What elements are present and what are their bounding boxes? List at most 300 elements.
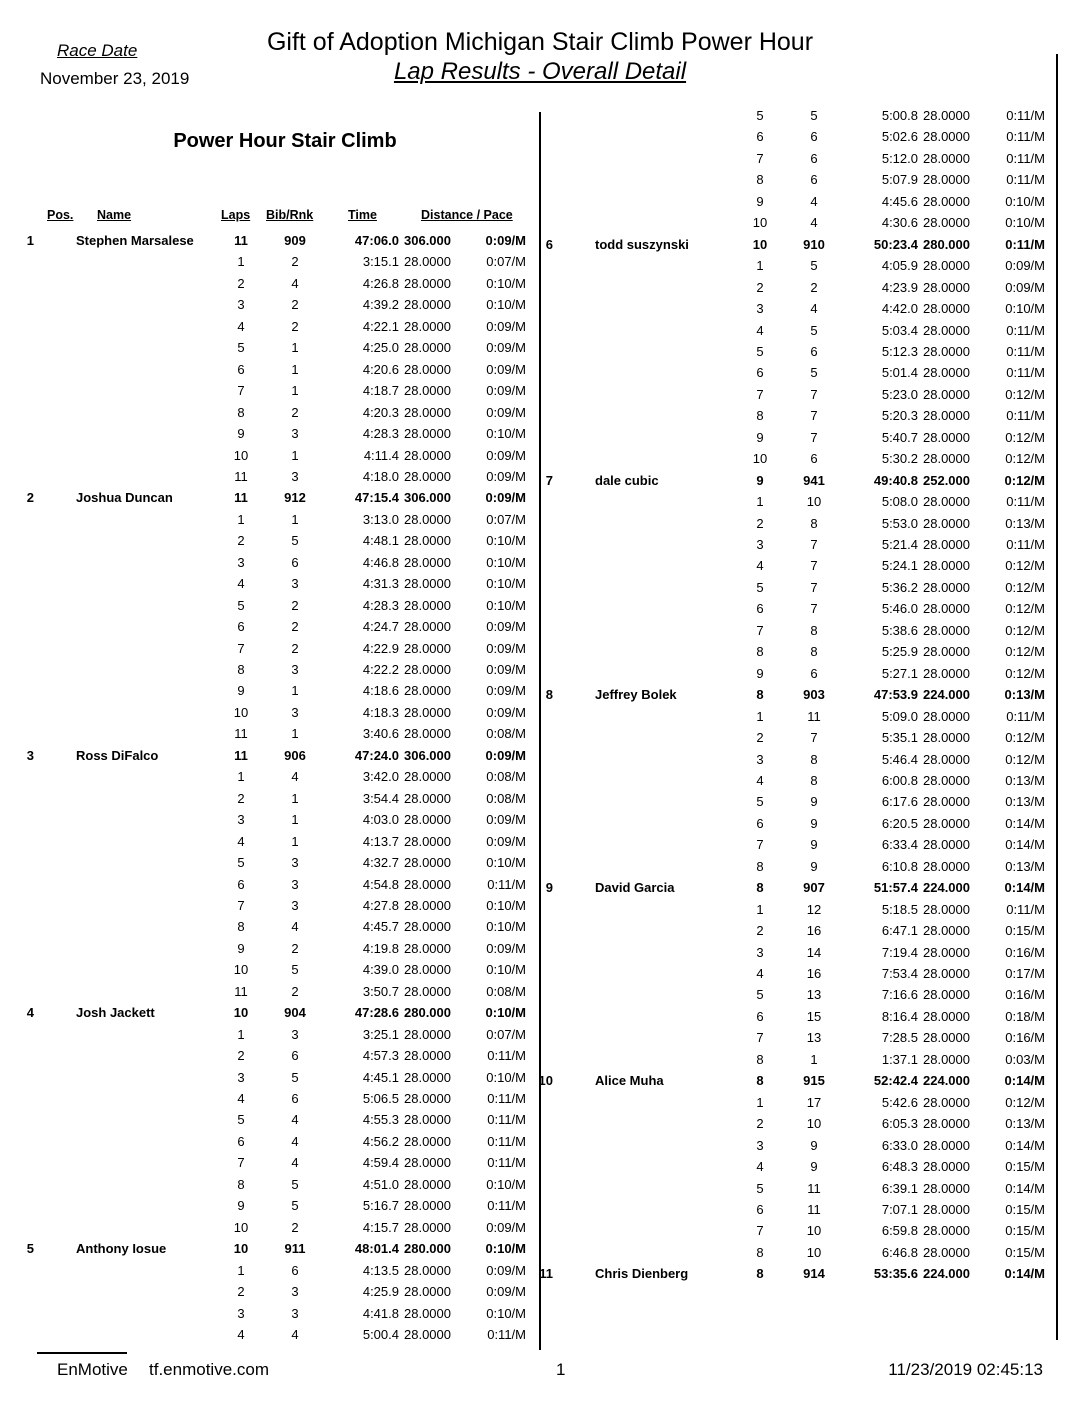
lap-number: 1 — [237, 254, 245, 270]
lap-rank: 3 — [291, 662, 299, 677]
result-row — [519, 877, 1059, 898]
lap-time: 7:28.5 — [881, 1030, 918, 1046]
lap-rank: 1 — [291, 833, 299, 849]
lap-time: 4:45.6 — [881, 193, 918, 209]
lap-rank: 8 — [810, 515, 818, 531]
lap-number: 6 — [756, 1201, 764, 1217]
lap-number: 9 — [237, 1198, 245, 1214]
lap-distance: 28.0000 — [404, 619, 451, 635]
lap-rank: 2 — [291, 318, 299, 334]
lap-time: 1:37.1 — [881, 1051, 918, 1067]
lap-number: 5 — [756, 108, 764, 123]
lap-number: 5 — [756, 579, 764, 595]
lap-pace: 0:11/M — [1006, 708, 1045, 724]
lap-time: 5:20.3 — [881, 408, 918, 424]
lap-pace: 0:09/M — [486, 1284, 526, 1300]
lap-distance: 28.0000 — [404, 426, 451, 442]
lap-distance: 28.0000 — [923, 837, 970, 853]
athlete-name: David Garcia — [595, 880, 675, 896]
lap-pace: 0:09/M — [486, 361, 526, 377]
lap-distance: 28.0000 — [404, 983, 451, 999]
lap-number: 8 — [237, 404, 245, 420]
lap-pace: 0:10/M — [486, 1069, 526, 1085]
lap-time: 4:18.6 — [362, 683, 399, 699]
lap-number: 9 — [756, 665, 764, 681]
lap-pace: 0:07/M — [486, 511, 526, 527]
lap-row — [519, 191, 1059, 212]
lap-rank: 5 — [291, 1198, 299, 1214]
lap-pace: 0:12/M — [1005, 601, 1045, 617]
lap-row — [0, 1303, 540, 1324]
result-row — [0, 745, 540, 766]
lap-pace: 0:12/M — [1005, 1094, 1045, 1110]
total-time: 51:57.4 — [873, 880, 918, 896]
lap-count: 10 — [752, 236, 768, 252]
lap-time: 3:13.0 — [362, 511, 399, 527]
lap-number: 7 — [237, 1155, 245, 1171]
lap-row — [0, 1109, 540, 1130]
lap-pace: 0:10/M — [486, 1305, 526, 1321]
lap-row — [519, 1049, 1059, 1070]
lap-row — [519, 942, 1059, 963]
header-time: Time — [348, 208, 377, 222]
lap-number: 1 — [237, 1262, 245, 1278]
lap-pace: 0:14/M — [1005, 1180, 1045, 1196]
lap-row — [0, 294, 540, 315]
lap-count: 10 — [233, 1005, 249, 1021]
lap-rank: 9 — [810, 794, 818, 810]
lap-rank: 7 — [810, 579, 818, 595]
lap-count: 11 — [234, 490, 248, 506]
lap-pace: 0:09/M — [486, 812, 526, 828]
lap-time: 5:12.0 — [881, 150, 918, 166]
lap-distance: 28.0000 — [923, 408, 970, 424]
lap-time: 4:51.0 — [362, 1176, 399, 1192]
lap-row — [0, 788, 540, 809]
lap-time: 4:56.2 — [362, 1133, 399, 1149]
position: 5 — [26, 1241, 34, 1257]
lap-distance: 28.0000 — [923, 1094, 970, 1110]
athlete-name: Stephen Marsalese — [76, 233, 194, 248]
lap-pace: 0:12/M — [1005, 558, 1045, 574]
lap-time: 5:09.0 — [881, 708, 918, 724]
lap-row — [0, 938, 540, 959]
print-timestamp: 11/23/2019 02:45:13 — [888, 1360, 1043, 1379]
lap-pace: 0:09/M — [486, 940, 526, 956]
lap-time: 6:46.8 — [881, 1244, 918, 1260]
lap-distance: 28.0000 — [404, 1133, 451, 1149]
lap-time: 5:38.6 — [881, 622, 918, 638]
lap-time: 5:27.1 — [881, 665, 918, 681]
lap-row — [519, 620, 1059, 641]
lap-time: 5:24.1 — [881, 558, 918, 574]
lap-pace: 0:12/M — [1005, 386, 1045, 402]
lap-pace: 0:12/M — [1005, 665, 1045, 681]
lap-distance: 28.0000 — [923, 279, 970, 295]
lap-distance: 28.0000 — [923, 858, 970, 874]
lap-distance: 28.0000 — [404, 554, 451, 570]
lap-pace: 0:08/M — [486, 790, 526, 806]
lap-row — [0, 1260, 540, 1281]
lap-distance: 28.0000 — [404, 919, 451, 935]
lap-row — [0, 337, 540, 358]
lap-row — [519, 491, 1059, 512]
lap-pace: 0:11/M — [487, 1112, 526, 1128]
lap-distance: 28.0000 — [923, 1051, 970, 1067]
lap-rank: 13 — [806, 987, 822, 1003]
lap-row — [519, 856, 1059, 877]
lap-time: 4:25.9 — [362, 1284, 399, 1300]
lap-time: 4:26.8 — [362, 275, 399, 291]
lap-number: 2 — [756, 1116, 764, 1132]
lap-row — [0, 595, 540, 616]
lap-distance: 28.0000 — [404, 576, 451, 592]
pace: 0:12/M — [1004, 472, 1045, 488]
lap-rank: 6 — [810, 343, 818, 359]
lap-number: 9 — [756, 193, 764, 209]
lap-number: 8 — [237, 919, 245, 935]
lap-number: 5 — [237, 1112, 245, 1128]
lap-rank: 7 — [810, 386, 818, 402]
lap-number: 2 — [237, 790, 245, 806]
lap-number: 10 — [752, 215, 768, 231]
lap-pace: 0:09/M — [486, 619, 526, 635]
lap-count: 9 — [756, 472, 764, 488]
lap-rank: 5 — [810, 258, 818, 274]
lap-number: 6 — [237, 361, 245, 377]
lap-time: 7:07.1 — [881, 1201, 918, 1217]
lap-rank: 3 — [291, 576, 299, 592]
lap-pace: 0:12/M — [1005, 622, 1045, 638]
lap-time: 4:23.9 — [881, 279, 918, 295]
lap-row — [0, 1281, 540, 1302]
lap-distance: 28.0000 — [404, 1262, 451, 1278]
lap-count: 8 — [756, 1073, 764, 1089]
lap-distance: 28.0000 — [923, 494, 970, 510]
lap-pace: 0:11/M — [487, 1326, 526, 1342]
lap-pace: 0:10/M — [486, 576, 526, 592]
lap-distance: 28.0000 — [404, 404, 451, 420]
lap-distance: 28.0000 — [404, 1048, 451, 1064]
position: 3 — [26, 747, 34, 763]
lap-distance: 28.0000 — [923, 1030, 970, 1046]
lap-rank: 7 — [810, 537, 818, 552]
bib-number: 912 — [284, 490, 306, 506]
lap-row — [519, 513, 1059, 534]
lap-number: 4 — [756, 772, 764, 788]
lap-rank: 5 — [291, 1069, 299, 1085]
lap-pace: 0:11/M — [1006, 494, 1045, 510]
lap-rank: 5 — [291, 962, 299, 978]
lap-distance: 28.0000 — [404, 511, 451, 527]
pace: 0:10/M — [485, 1241, 526, 1257]
lap-number: 2 — [237, 1284, 245, 1300]
lap-row — [519, 1092, 1059, 1113]
lap-distance: 28.0000 — [923, 365, 970, 381]
lap-number: 4 — [237, 833, 245, 849]
lap-number: 4 — [756, 1159, 764, 1175]
lap-time: 4:22.2 — [362, 662, 399, 677]
lap-row — [519, 749, 1059, 770]
lap-time: 4:15.7 — [362, 1219, 399, 1235]
lap-rank: 9 — [810, 1137, 818, 1153]
lap-pace: 0:15/M — [1005, 1244, 1045, 1260]
lap-distance: 28.0000 — [923, 1244, 970, 1260]
pace: 0:10/M — [485, 1005, 526, 1021]
lap-pace: 0:09/M — [1005, 279, 1045, 295]
lap-time: 6:17.6 — [881, 794, 918, 810]
lap-time: 4:41.8 — [362, 1305, 399, 1321]
pace: 0:09/M — [485, 233, 526, 248]
lap-number: 2 — [237, 275, 245, 291]
lap-row — [519, 255, 1059, 276]
result-row — [519, 234, 1059, 255]
athlete-name: dale cubic — [595, 472, 659, 488]
lap-pace: 0:13/M — [1005, 515, 1045, 531]
lap-time: 4:22.1 — [362, 318, 399, 334]
lap-row — [519, 105, 1059, 126]
lap-rank: 4 — [810, 215, 818, 231]
lap-pace: 0:09/M — [486, 318, 526, 334]
athlete-name: Alice Muha — [595, 1073, 664, 1089]
lap-rank: 9 — [810, 837, 818, 853]
lap-number: 8 — [237, 1176, 245, 1192]
lap-time: 8:16.4 — [881, 1008, 918, 1024]
lap-distance: 28.0000 — [923, 579, 970, 595]
lap-row — [0, 573, 540, 594]
lap-rank: 4 — [291, 1326, 299, 1342]
lap-pace: 0:10/M — [1005, 215, 1045, 231]
lap-pace: 0:16/M — [1005, 987, 1045, 1003]
lap-distance: 28.0000 — [404, 275, 451, 291]
lap-time: 4:20.6 — [362, 361, 399, 377]
total-time: 47:15.4 — [354, 490, 399, 506]
lap-number: 3 — [756, 1137, 764, 1153]
lap-number: 7 — [756, 837, 764, 853]
footer-rule — [37, 1352, 127, 1354]
lap-pace: 0:08/M — [486, 769, 526, 785]
lap-rank: 6 — [810, 172, 818, 188]
lap-time: 4:42.0 — [881, 301, 918, 317]
lap-pace: 0:10/M — [1005, 301, 1045, 317]
lap-row — [519, 555, 1059, 576]
lap-rank: 7 — [810, 429, 818, 445]
lap-number: 6 — [237, 1133, 245, 1149]
lap-number: 4 — [237, 576, 245, 592]
lap-pace: 0:11/M — [1006, 408, 1045, 424]
lap-number: 8 — [756, 172, 764, 188]
lap-pace: 0:11/M — [487, 1133, 526, 1149]
lap-pace: 0:11/M — [487, 1091, 526, 1106]
lap-time: 5:23.0 — [881, 386, 918, 402]
lap-time: 3:54.4 — [362, 790, 399, 806]
lap-number: 5 — [756, 1180, 764, 1196]
lap-rank: 1 — [291, 790, 299, 806]
lap-time: 6:39.1 — [881, 1180, 918, 1196]
lap-row — [519, 448, 1059, 469]
lap-row — [519, 834, 1059, 855]
lap-pace: 0:11/M — [1006, 322, 1045, 338]
lap-row — [519, 1027, 1059, 1048]
lap-time: 4:32.7 — [362, 855, 399, 871]
lap-distance: 28.0000 — [404, 1305, 451, 1321]
position: 10 — [538, 1073, 553, 1089]
lap-rank: 4 — [291, 919, 299, 935]
lap-rank: 7 — [810, 408, 818, 424]
lap-rank: 7 — [810, 601, 818, 617]
lap-distance: 28.0000 — [404, 897, 451, 913]
lap-distance: 28.0000 — [404, 1091, 451, 1106]
lap-pace: 0:15/M — [1005, 1201, 1045, 1217]
pace: 0:14/M — [1004, 1073, 1045, 1089]
position: 8 — [545, 687, 553, 703]
lap-rank: 2 — [291, 297, 299, 313]
result-row — [519, 684, 1059, 705]
lap-pace: 0:08/M — [486, 983, 526, 999]
lap-row — [0, 1088, 540, 1109]
lap-number: 6 — [756, 129, 764, 145]
lap-rank: 16 — [806, 923, 822, 939]
lap-distance: 28.0000 — [404, 662, 451, 677]
lap-pace: 0:14/M — [1005, 815, 1045, 831]
bib-number: 907 — [803, 880, 825, 896]
total-distance: 306.000 — [404, 233, 451, 248]
lap-number: 11 — [234, 983, 248, 999]
lap-rank: 3 — [291, 468, 299, 484]
lap-number: 9 — [756, 429, 764, 445]
lap-number: 3 — [756, 944, 764, 960]
lap-row — [0, 251, 540, 272]
document-title: Gift of Adoption Michigan Stair Climb Power Hour — [266, 28, 814, 56]
lap-row — [519, 298, 1059, 319]
total-distance: 306.000 — [404, 747, 451, 763]
lap-number: 3 — [756, 751, 764, 767]
lap-distance: 28.0000 — [923, 193, 970, 209]
lap-number: 8 — [756, 858, 764, 874]
total-time: 47:28.6 — [354, 1005, 399, 1021]
lap-distance: 28.0000 — [923, 1116, 970, 1132]
lap-number: 4 — [756, 558, 764, 574]
lap-distance: 28.0000 — [404, 361, 451, 377]
lap-pace: 0:13/M — [1005, 772, 1045, 788]
lap-pace: 0:12/M — [1005, 751, 1045, 767]
lap-row — [0, 981, 540, 1002]
lap-number: 3 — [237, 297, 245, 313]
lap-row — [519, 384, 1059, 405]
lap-time: 4:31.3 — [362, 576, 399, 592]
lap-time: 4:24.7 — [362, 619, 399, 635]
lap-rank: 3 — [291, 855, 299, 871]
lap-number: 1 — [237, 769, 245, 785]
lap-row — [0, 638, 540, 659]
header-distance-pace: Distance / Pace — [421, 208, 513, 222]
lap-distance: 28.0000 — [923, 1159, 970, 1175]
lap-time: 6:05.3 — [881, 1116, 918, 1132]
lap-row — [0, 659, 540, 680]
lap-count: 8 — [756, 880, 764, 896]
lap-rank: 15 — [806, 1008, 822, 1024]
lap-count: 8 — [756, 1266, 764, 1282]
lap-time: 4:03.0 — [362, 812, 399, 828]
lap-distance: 28.0000 — [923, 1008, 970, 1024]
lap-time: 3:50.7 — [362, 983, 399, 999]
total-distance: 306.000 — [404, 490, 451, 506]
lap-row — [519, 899, 1059, 920]
lap-time: 4:13.5 — [362, 1262, 399, 1278]
total-distance: 280.000 — [923, 236, 970, 252]
athlete-name: Anthony Iosue — [76, 1241, 167, 1257]
lap-time: 5:46.0 — [881, 601, 918, 617]
lap-distance: 28.0000 — [923, 815, 970, 831]
lap-row — [0, 616, 540, 637]
lap-row — [0, 874, 540, 895]
total-time: 47:06.0 — [354, 233, 399, 248]
lap-number: 8 — [756, 1051, 764, 1067]
lap-time: 5:06.5 — [362, 1091, 399, 1106]
lap-pace: 0:11/M — [487, 1155, 526, 1171]
lap-row — [519, 427, 1059, 448]
lap-time: 4:25.0 — [362, 340, 399, 356]
lap-pace: 0:09/M — [486, 640, 526, 656]
lap-time: 5:03.4 — [881, 322, 918, 338]
lap-time: 5:36.2 — [881, 579, 918, 595]
lap-number: 2 — [756, 730, 764, 746]
lap-pace: 0:10/M — [486, 533, 526, 549]
lap-time: 6:33.4 — [881, 837, 918, 853]
lap-rank: 5 — [810, 108, 818, 123]
lap-pace: 0:11/M — [1006, 343, 1045, 359]
lap-row — [0, 1045, 540, 1066]
lap-number: 7 — [756, 1223, 764, 1239]
lap-distance: 28.0000 — [404, 254, 451, 270]
athlete-name: Ross DiFalco — [76, 747, 159, 763]
lap-row — [519, 405, 1059, 426]
lap-time: 4:28.3 — [362, 597, 399, 613]
lap-rank: 10 — [806, 1223, 822, 1239]
lap-pace: 0:18/M — [1005, 1008, 1045, 1024]
lap-rank: 3 — [291, 1284, 299, 1300]
total-time: 50:23.4 — [873, 236, 918, 252]
lap-number: 3 — [756, 301, 764, 317]
lap-pace: 0:08/M — [486, 726, 526, 742]
lap-distance: 28.0000 — [923, 558, 970, 574]
lap-distance: 28.0000 — [404, 833, 451, 849]
lap-rank: 6 — [810, 129, 818, 145]
lap-number: 4 — [237, 318, 245, 334]
lap-time: 5:25.9 — [881, 644, 918, 660]
lap-row — [519, 770, 1059, 791]
footer-url[interactable]: tf.enmotive.com — [149, 1360, 269, 1379]
lap-row — [0, 852, 540, 873]
lap-distance: 28.0000 — [404, 640, 451, 656]
lap-number: 2 — [756, 279, 764, 295]
lap-rank: 1 — [291, 383, 299, 399]
total-distance: 280.000 — [404, 1241, 451, 1257]
page-number: 1 — [556, 1360, 566, 1379]
lap-rank: 1 — [291, 340, 299, 356]
lap-pace: 0:14/M — [1005, 837, 1045, 853]
lap-rank: 6 — [810, 451, 818, 467]
lap-pace: 0:09/M — [486, 833, 526, 849]
header-pos: Pos. — [47, 208, 74, 222]
athlete-name: Joshua Duncan — [76, 490, 173, 506]
lap-row — [0, 723, 540, 744]
lap-pace: 0:09/M — [486, 704, 526, 720]
lap-rank: 1 — [291, 361, 299, 377]
lap-time: 4:54.8 — [362, 876, 399, 892]
lap-rank: 3 — [291, 1026, 299, 1042]
lap-row — [519, 1199, 1059, 1220]
